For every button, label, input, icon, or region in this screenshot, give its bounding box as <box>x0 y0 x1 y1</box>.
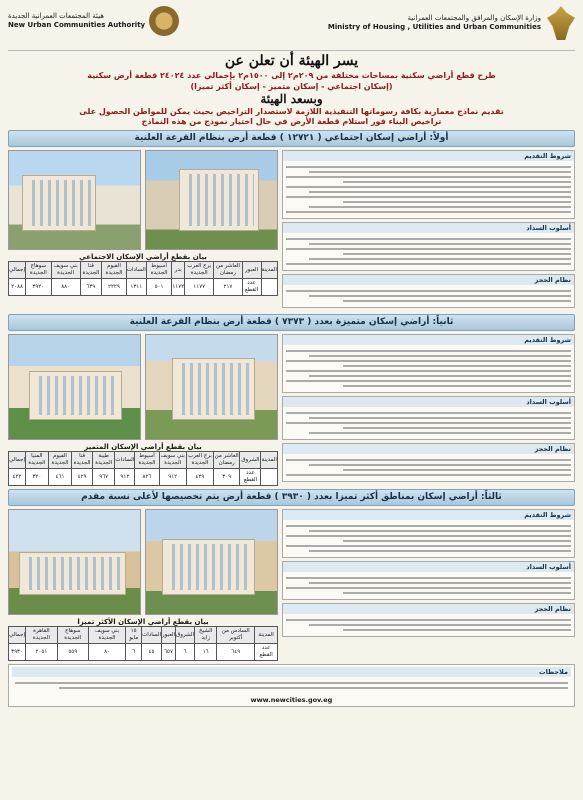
table-cell: ٣٩٣٠ <box>9 644 26 661</box>
table-cell: ٦٤٩ <box>217 644 255 661</box>
table-cell: ٤٢٩ <box>72 469 93 486</box>
nuca-name-ar: هيئة المجتمعات العمرانية الجديدة <box>8 12 104 20</box>
section-2-table-title: بيان بقطع أراضي الإسكان المتميز <box>84 443 202 451</box>
table-cell <box>261 279 277 296</box>
table-cell: ١٣١١ <box>126 279 146 296</box>
table-header: العاشر من رمضان <box>214 262 242 279</box>
section-2-banner: ثانياً: أراضي إسكان متميزة بعدد ( ٧٣٧٣ ) قطعة أرض بنظام القرعة العلنية <box>8 314 575 331</box>
table-row <box>9 469 278 486</box>
table-cell: ٩١٢ <box>115 469 135 486</box>
section-1-photos <box>8 150 278 250</box>
subtitle-2: (إسكان اجتماعي - إسكان متميز - إسكان أكثر تميزا) <box>190 82 393 91</box>
website-link[interactable]: www.newcities.gov.eg <box>250 696 333 704</box>
table-cell: ٢٠٨٨ <box>9 279 26 296</box>
table-cell: ٢٢٢٩ <box>102 279 127 296</box>
building-photo <box>8 150 141 250</box>
box-heading: ملاحظات <box>12 667 571 677</box>
conditions-box <box>282 150 575 219</box>
table-header: السادات <box>142 627 162 644</box>
table-cell: ٦٥٧ <box>162 644 176 661</box>
section-1-table-title: بيان بقطع أراضي الإسكان الاجتماعي <box>79 253 207 261</box>
table-header: بني سويف الجديدة <box>51 262 80 279</box>
ministry-name <box>328 14 541 32</box>
ministry-header <box>328 6 575 40</box>
table-cell: ٤٥ <box>142 644 162 661</box>
table-header: الفيوم الجديدة <box>102 262 127 279</box>
announcement-titles <box>8 53 575 127</box>
table-header: السادس من أكتوبر <box>217 627 255 644</box>
booking-box <box>282 603 575 637</box>
table-header: الشيخ زايد <box>195 627 217 644</box>
notes-box <box>8 664 575 707</box>
section-2-table <box>8 451 278 486</box>
table-header: المدينة <box>261 452 278 469</box>
section-3-media <box>8 509 278 661</box>
table-cell: عدد القطع <box>240 469 261 486</box>
section-2 <box>8 334 575 486</box>
table-header: القاهرة الجديدة <box>26 627 58 644</box>
table-cell: ٢١٧ <box>214 279 242 296</box>
table-header: أسيوط الجديدة <box>135 452 159 469</box>
building-photo <box>8 509 141 615</box>
subtitle-3: تقديم نماذج معمارية بكافة رسوماتها التنفيذية اللازمة لاستصدار التراخيص بحيث يمكن للمواطن الحصول على <box>79 107 504 116</box>
building-photo <box>145 334 278 440</box>
table-header: المدينة <box>261 262 277 279</box>
table-header: السادات <box>126 262 146 279</box>
nuca-header <box>8 6 179 36</box>
section-1-text <box>282 150 575 311</box>
table-header: سوهاج الجديدة <box>26 262 51 279</box>
nuca-org-name <box>8 12 145 30</box>
table-cell: ٣٠٩ <box>214 469 240 486</box>
table-header: أسيوط الجديدة <box>146 262 172 279</box>
building-photo <box>145 150 278 250</box>
table-cell: ٣٢٠ <box>26 469 49 486</box>
table-header: ١٥ مايو <box>126 627 142 644</box>
main-title-2: وبسعد الهيئة <box>260 92 323 106</box>
building-photo <box>8 334 141 440</box>
booking-box <box>282 443 575 482</box>
table-header: بدر <box>172 262 185 279</box>
subtitle-1: طرح قطع أراضي سكنية بمساحات مختلفة من ٢٠٩م٢ إلى ١٥٠٠م٢ بإجمالي عدد ٢٤٠٢٤ قطعة أرض سكنية <box>87 71 496 80</box>
box-heading: نظام الحجز <box>283 444 574 454</box>
conditions-box <box>282 334 575 393</box>
subtitle-4: تراخيص البناء فور استلام قطعة الأرض في حال اختيار نموذج من هذه النماذج <box>141 117 442 126</box>
table-cell <box>261 469 278 486</box>
table-cell: ١٦ <box>195 644 217 661</box>
table-header: الفيوم الجديدة <box>48 452 72 469</box>
section-3-table-title: بيان بقطع أراضي الإسكان الأكثر تميزا <box>77 618 209 626</box>
table-header: برج العرب الجديدة <box>186 452 213 469</box>
table-cell: ٥٠١ <box>146 279 172 296</box>
box-heading: أسلوب السداد <box>283 562 574 572</box>
table-header: المنيا الجديدة <box>26 452 49 469</box>
table-header: العبور <box>162 627 176 644</box>
table-header: بني سويف الجديدة <box>88 627 126 644</box>
table-row <box>9 279 278 296</box>
page-header <box>8 6 575 51</box>
table-cell: ١١٧٧ <box>185 279 214 296</box>
nuca-name-en: New Urban Communities Authority <box>8 21 146 29</box>
box-heading: شروط التقديم <box>283 335 574 345</box>
table-cell: ٥٥٩ <box>57 644 88 661</box>
table-header: طيبة الجديدة <box>92 452 114 469</box>
egypt-eagle-logo <box>547 6 575 40</box>
table-header: قنا الجديدة <box>80 262 101 279</box>
payment-box <box>282 561 575 600</box>
box-heading: أسلوب السداد <box>283 223 574 233</box>
section-3 <box>8 509 575 661</box>
table-cell: ٤٢٩ <box>186 469 213 486</box>
ministry-name-en: Ministry of Housing , Utilities and Urban Communities <box>327 23 541 31</box>
section-3-photos <box>8 509 278 615</box>
table-header: برج العرب الجديدة <box>185 262 214 279</box>
table-cell: ١١٧٢ <box>172 279 185 296</box>
booking-box <box>282 274 575 308</box>
building-photo <box>145 509 278 615</box>
section-3-table <box>8 626 278 661</box>
conditions-box <box>282 509 575 558</box>
table-cell: ٣٩٢٠ <box>26 279 51 296</box>
table-cell: ٨٨٠ <box>51 279 80 296</box>
table-cell: ٢٠٥١ <box>26 644 58 661</box>
nuca-logo <box>149 6 179 36</box>
section-2-photos <box>8 334 278 440</box>
table-cell: ٦٣٩ <box>80 279 101 296</box>
table-cell: عدد القطع <box>242 279 261 296</box>
table-header: سوهاج الجديدة <box>57 627 88 644</box>
table-header: الشروق <box>240 452 261 469</box>
table-row <box>9 644 278 661</box>
section-3-banner: ثالثاً: أراضي إسكان بمناطق أكثر تميزا بعدد ( ٣٩٣٠ ) قطعة أرض يتم تخصيصها لأعلى نسبة مقدم <box>8 489 575 506</box>
payment-box <box>282 396 575 440</box>
box-heading: نظام الحجز <box>283 275 574 285</box>
table-header: إجمالي <box>9 627 26 644</box>
table-cell: ٩١٢ <box>159 469 186 486</box>
table-cell: ٦ <box>126 644 142 661</box>
table-cell: عدد القطع <box>255 644 278 661</box>
section-1-banner: أولاً: أراضي إسكان اجتماعي ( ١٢٧٢١ ) قطعة أرض بنظام القرعة العلنية <box>8 130 575 147</box>
box-heading: شروط التقديم <box>283 510 574 520</box>
table-header: العاشر من رمضان <box>214 452 240 469</box>
table-header: إجمالي <box>9 452 26 469</box>
section-1-table <box>8 261 278 296</box>
section-2-media <box>8 334 278 486</box>
table-header: المدينة <box>255 627 278 644</box>
payment-box <box>282 222 575 271</box>
table-header: بني سويف الجديدة <box>159 452 186 469</box>
section-1-media <box>8 150 278 311</box>
box-heading: نظام الحجز <box>283 604 574 614</box>
box-heading: شروط التقديم <box>283 151 574 161</box>
table-cell: ٨٢٦ <box>135 469 159 486</box>
table-header: العبور <box>242 262 261 279</box>
section-1 <box>8 150 575 311</box>
table-cell: ٨٠ <box>88 644 126 661</box>
table-cell: ٤٢٢ <box>9 469 26 486</box>
table-cell: ٩٦٧ <box>92 469 114 486</box>
main-title: يسر الهيئة أن تعلن عن <box>224 53 359 69</box>
table-cell: ٤٦١ <box>48 469 72 486</box>
section-3-text <box>282 509 575 661</box>
ministry-name-ar: وزارة الإسكان والمرافق والمجتمعات العمرانية <box>407 14 541 22</box>
table-header: إجمالي <box>9 262 26 279</box>
box-heading: أسلوب السداد <box>283 397 574 407</box>
table-header: قنا الجديدة <box>72 452 93 469</box>
table-header: السادات <box>115 452 135 469</box>
table-cell: ٦ <box>176 644 195 661</box>
section-2-text <box>282 334 575 486</box>
table-header: الشروق <box>176 627 195 644</box>
